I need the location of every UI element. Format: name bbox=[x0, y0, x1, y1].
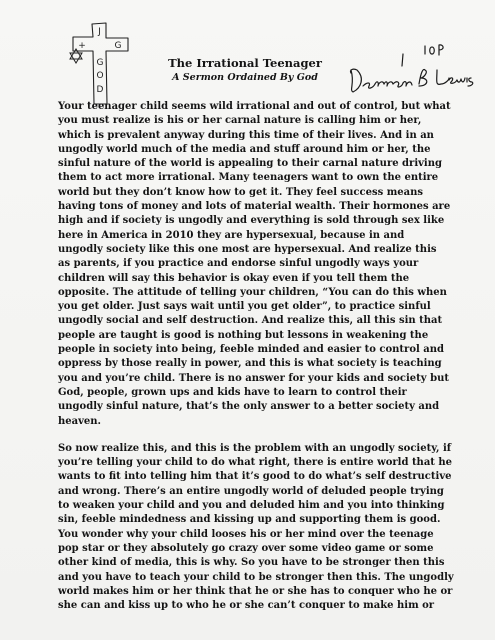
text-line: as parents, if you practice and endorse sinful ungodly ways your bbox=[58, 258, 419, 270]
text-line: people in society into being, feeble minded and easier to control and bbox=[58, 344, 445, 356]
text-line: ungodly sinful nature, that’s the only answer to a better society and bbox=[58, 401, 440, 413]
text-line: high and if society is ungodly and everything is sold through sex like bbox=[58, 215, 445, 227]
text-line: sin, feeble mindedness and kissing up and supporting them is good. bbox=[58, 514, 441, 526]
cross-letter-right: G bbox=[114, 41, 122, 51]
text-line: and wrong. There’s an entire ungodly world of deluded people trying bbox=[58, 485, 444, 497]
text-line: she can and kiss up to who he or she can’t conquer to make him or bbox=[58, 600, 435, 612]
paragraph-1 bbox=[58, 100, 458, 429]
text-line: people are taught is good is nothing but lessons in weakening the bbox=[58, 329, 429, 341]
handwritten-signature bbox=[345, 40, 475, 100]
text-line: wants to fit into telling him that it’s good to do what’s self destructive bbox=[58, 471, 452, 483]
text-line: you and you’re child. There is no answer for your kids and society but bbox=[58, 372, 449, 384]
text-line: So now realize this, and this is the problem with an ungodly society, if bbox=[58, 442, 452, 454]
page-subtitle: A Sermon Ordained By God bbox=[172, 72, 318, 83]
text-line: which is prevalent anyway during this time of their lives. And in an bbox=[58, 129, 434, 141]
text-line: pop star or they absolutely go crazy over some video game or some bbox=[58, 542, 434, 554]
text-line: sinful nature of the world is appealing to their carnal nature driving bbox=[58, 158, 442, 170]
cross-letter-left: + bbox=[78, 41, 86, 51]
paragraph-gap bbox=[58, 429, 458, 442]
text-line: children will say this behavior is okay even if you tell them the bbox=[58, 272, 410, 284]
text-line: other kind of media, this is why. So you have to be stronger then this bbox=[58, 557, 445, 569]
paragraph-2 bbox=[58, 442, 458, 614]
page-title: The Irrational Teenager bbox=[168, 56, 322, 70]
text-line: You wonder why your child looses his or her mind over the teenage bbox=[58, 528, 434, 540]
cross-letter-d: D bbox=[96, 85, 104, 95]
cross-letter-top: J bbox=[98, 27, 101, 37]
sermon-body bbox=[58, 100, 458, 613]
text-line: you get older. Just says wait until you get older”, to practice sinful bbox=[58, 301, 431, 313]
text-line: world makes him or her think that he or she has to conquer who he or bbox=[58, 585, 453, 597]
text-line: oppress by those really in power, and this is what society is teaching bbox=[58, 358, 442, 370]
cross-letter-o: O bbox=[96, 71, 104, 81]
text-line: world but they don’t know how to get it. They feel success means bbox=[58, 186, 424, 198]
text-line: them to act more irrational. Many teenagers want to own the entire bbox=[58, 172, 439, 184]
text-line: ungodly world much of the media and stuff around him or her, the bbox=[58, 143, 431, 155]
text-line: and you have to teach your child to be stronger then this. The ungodly bbox=[58, 571, 454, 583]
text-line: having tons of money and lots of material wealth. Their hormones are bbox=[58, 201, 451, 213]
text-line: opposite. The attitude of telling your children, “You can do this when bbox=[58, 286, 447, 298]
text-line: God, people, grown ups and kids have to learn to control their bbox=[58, 386, 407, 398]
text-line: Your teenager child seems wild irrational and out of control, but what bbox=[58, 101, 451, 112]
text-line: ungodly social and self destruction. And realize this, all this sin that bbox=[58, 315, 443, 327]
text-line: heaven. bbox=[58, 415, 102, 427]
text-line: you must realize is his or her carnal nature is calling him or her, bbox=[58, 115, 422, 127]
text-line: here in America in 2010 they are hypersexual, because in and bbox=[58, 229, 405, 241]
cross-letter-g: G bbox=[96, 58, 104, 68]
text-line: to weaken your child and you and deluded him and you into thinking bbox=[58, 500, 445, 512]
text-line: ungodly society like this one most are hypersexual. And realize this bbox=[58, 243, 437, 255]
cross-drawing-icon bbox=[62, 20, 146, 106]
text-line: you’re telling your child to do what right, there is entire world that he bbox=[58, 457, 453, 469]
